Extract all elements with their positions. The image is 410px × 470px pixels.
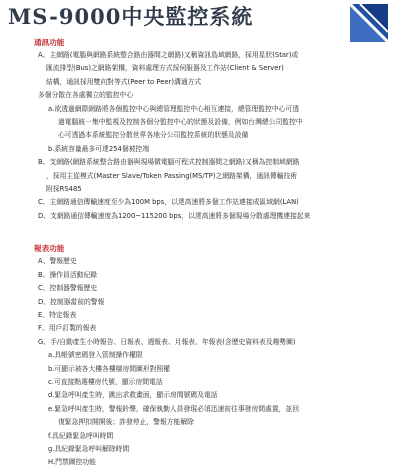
report-section bbox=[34, 242, 384, 470]
comm-item-a-b: b.系統容量最多可達254個被控端 bbox=[48, 144, 150, 153]
comm-item-a-cont: 結構，通訊採用雙向對等式(Peer to Peer)溝通方式 bbox=[46, 77, 202, 86]
report-item-a: A、警報歷史 bbox=[38, 257, 77, 266]
report-item-g-f: f.具紀錄緊急呼叫時間 bbox=[48, 431, 114, 440]
report-item-e: E、特定報表 bbox=[38, 310, 77, 319]
report-item-d: D、控制器當前的警報 bbox=[38, 297, 105, 306]
report-item-g-e-cont: 復緊急押扣開開後；詐發停止，警報方能解除 bbox=[58, 418, 194, 427]
report-item-c: C、控制器警報歷史 bbox=[38, 284, 98, 293]
comm-item-a-a-cont: 心可透過本系統監控分散世界各地分公司監控系統的狀態及設備 bbox=[58, 131, 249, 140]
report-item-g: G、手/自動產生小時報告、日報表、週報表、月報表、年報表(含歷史資料表及趨勢圖) bbox=[38, 337, 296, 346]
report-item-h: H.門禁圖控功能 bbox=[48, 458, 96, 467]
report-item-g-g: g.具紀錄緊急呼叫解除時間 bbox=[48, 444, 130, 453]
report-item-b: B、操作員活動紀錄 bbox=[38, 270, 98, 279]
report-item-g-d: d.緊急呼叫產生時，跳出求救畫面，顯示房間號碼及電話 bbox=[48, 391, 218, 400]
document-body bbox=[34, 36, 384, 470]
report-item-f: F、用戶訂製的報表 bbox=[38, 324, 97, 333]
comm-item-c: C、主網路通信傳輸速度至少為100M bps，以達高速將多個工作站連接成區域網(LAN) bbox=[38, 198, 299, 207]
report-item-g-b: b.可顯示被各大樓各樓層房間圖形對照權 bbox=[48, 364, 171, 373]
report-item-g-e: e.緊急呼叫產生時，警報鈴聲，確保執勤人員發現必須迅速前往事發房間處置，並回 bbox=[48, 404, 300, 413]
comm-item-a-a: a.欲透過網際網路將各個監控中心與總管理監控中心相互連接，總管理監控中心可透 bbox=[48, 104, 300, 113]
page-title: MS-9000中央監控系統 bbox=[8, 4, 254, 29]
report-item-g-c: c.可直接點選樓房代號，顯示房間電話 bbox=[48, 377, 163, 386]
comm-item-b-cont: 附採RS485 bbox=[46, 185, 82, 194]
comm-item-a-a-cont: 過電腦統一集中監視及控制各個分監控中心的狀態及設備，例如台灣總公司監控中 bbox=[58, 118, 303, 127]
comm-item-b-cont: ，採用主從模式(Master Slave/Token Passing(MS/TP)之網路架構，通訊傳輸技術 bbox=[46, 171, 298, 180]
comm-item-d: D、支網路通信傳輸速度為1200~115200 bps，以達高速將多個現場分散處理機連接起來 bbox=[38, 211, 311, 220]
comm-item-a: A、主網路(電腦與網路系統整合路由器間之網路)又稱資訊島域網路，採用星狀(Star)或 bbox=[38, 51, 299, 59]
communication-heading: 通訊功能 bbox=[34, 38, 65, 47]
communication-section bbox=[34, 36, 384, 223]
comm-item-a-cont: 匯流排型(Bus)之網路架構，資料處理方式採伺服器及工作站(Client & Server) bbox=[46, 64, 284, 73]
report-item-g-a: a.具帳號密碼登入管制操作權限 bbox=[48, 351, 143, 360]
comm-subheading: 多個分散在各處獨立的監控中心 bbox=[38, 91, 134, 100]
comm-item-b: B、支網路(網路系統整合路由器與現場微電腦可程式控制器間之網路)又稱為控制域網路 bbox=[38, 158, 300, 167]
report-heading: 報表功能 bbox=[34, 244, 65, 254]
